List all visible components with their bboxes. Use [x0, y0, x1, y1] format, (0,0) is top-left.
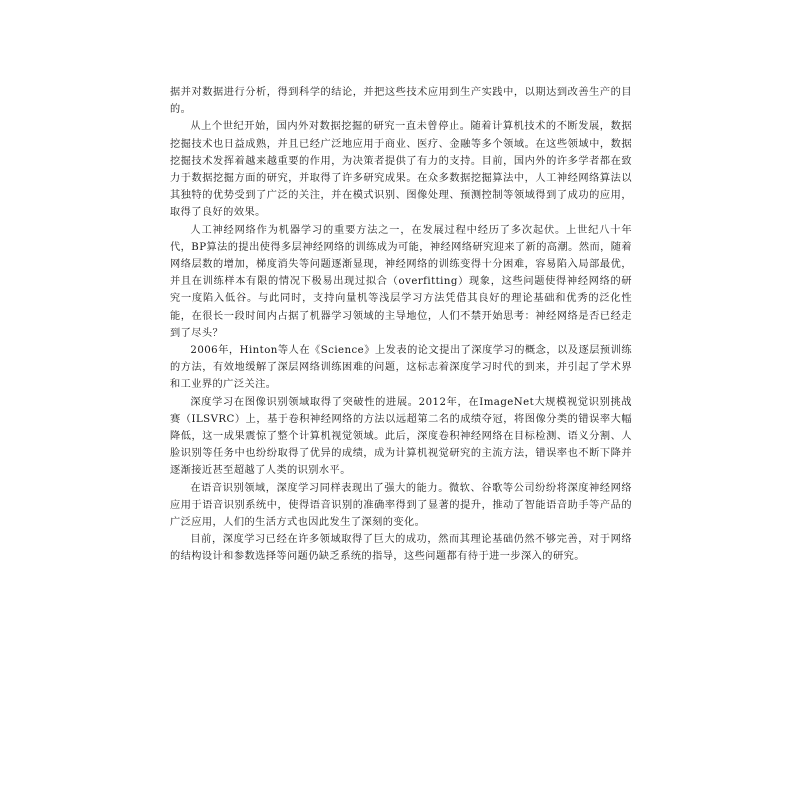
paragraph-continuation: 据并对数据进行分析，得到科学的结论，并把这些技术应用到生产实践中，以期达到改善生产的目的。: [170, 87, 632, 116]
paragraph-speech-recognition: 在语音识别领域，深度学习同样表现出了强大的能力。微软、谷歌等公司纷纷将深度神经网络应用于语音识别系统中，使得语音识别的准确率得到了显著的提升，推动了智能语音助手等产品的广泛应用，人们的生活方式也因此发生了深刻的变化。: [170, 482, 632, 529]
paragraph-neural-network-history: 人工神经网络作为机器学习的重要方法之一，在发展过程中经历了多次起伏。上世纪八十年代，BP算法的提出使得多层神经网络的训练成为可能，神经网络研究迎来了新的高潮。然而，随着网络层数的增加，梯度消失等问题逐渐显现，神经网络的训练变得十分困难，容易陷入局部最优，并且在训练样本有限的情况下极易出现过拟合（overfitting）现象，这些问题使得神经网络的研究一度陷入低谷。与此同时，支持向量机等浅层学习方法凭借其良好的理论基础和优秀的泛化性能，在很长一段时间内占据了机器学习领域的主导地位，人们不禁开始思考：神经网络是否已经走到了尽头？: [170, 224, 633, 339]
paragraph-image-recognition: 深度学习在图像识别领域取得了突破性的进展。2012年，在ImageNet大规模视觉识别挑战赛（ILSVRC）上，基于卷积神经网络的方法以远超第二名的成绩夺冠，将图像分类的错误率大幅降低，这一成果震惊了整个计算机视觉领域。此后，深度卷积神经网络在目标检测、语义分割、人脸识别等任务中也纷纷取得了优异的成绩，成为计算机视觉研究的主流方法，错误率也不断下降并逐渐接近甚至超越了人类的识别水平。: [170, 396, 632, 477]
paragraph-conclusion: 目前，深度学习已经在许多领域取得了巨大的成功，然而其理论基础仍然不够完善，对于网络的结构设计和参数选择等问题仍缺乏系统的指导，这些问题都有待于进一步深入的研究。: [170, 534, 632, 563]
body-text: [170, 84, 632, 566]
paragraph-deep-learning-origin: 2006年，Hinton等人在《Science》上发表的论文提出了深度学习的概念，以及逐层预训练的方法，有效地缓解了深层网络训练困难的问题，这标志着深度学习时代的到来，并引起了学术界和工业界的广泛关注。: [170, 345, 632, 391]
paragraph-research-overview: 从上个世纪开始，国内外对数据挖掘的研究一直未曾停止。随着计算机技术的不断发展，数据挖掘技术也日益成熟，并且已经广泛地应用于商业、医疗、金融等多个领域。在这些领域中，数据挖掘技术发挥着越来越重要的作用，为决策者提供了有力的支持。目前，国内外的许多学者都在致力于数据挖掘方面的研究，并取得了许多研究成果。在众多数据挖掘算法中，人工神经网络算法以其独特的优势受到了广泛的关注，并在模式识别、图像处理、预测控制等领域得到了成功的应用，取得了良好的效果。: [170, 121, 632, 219]
